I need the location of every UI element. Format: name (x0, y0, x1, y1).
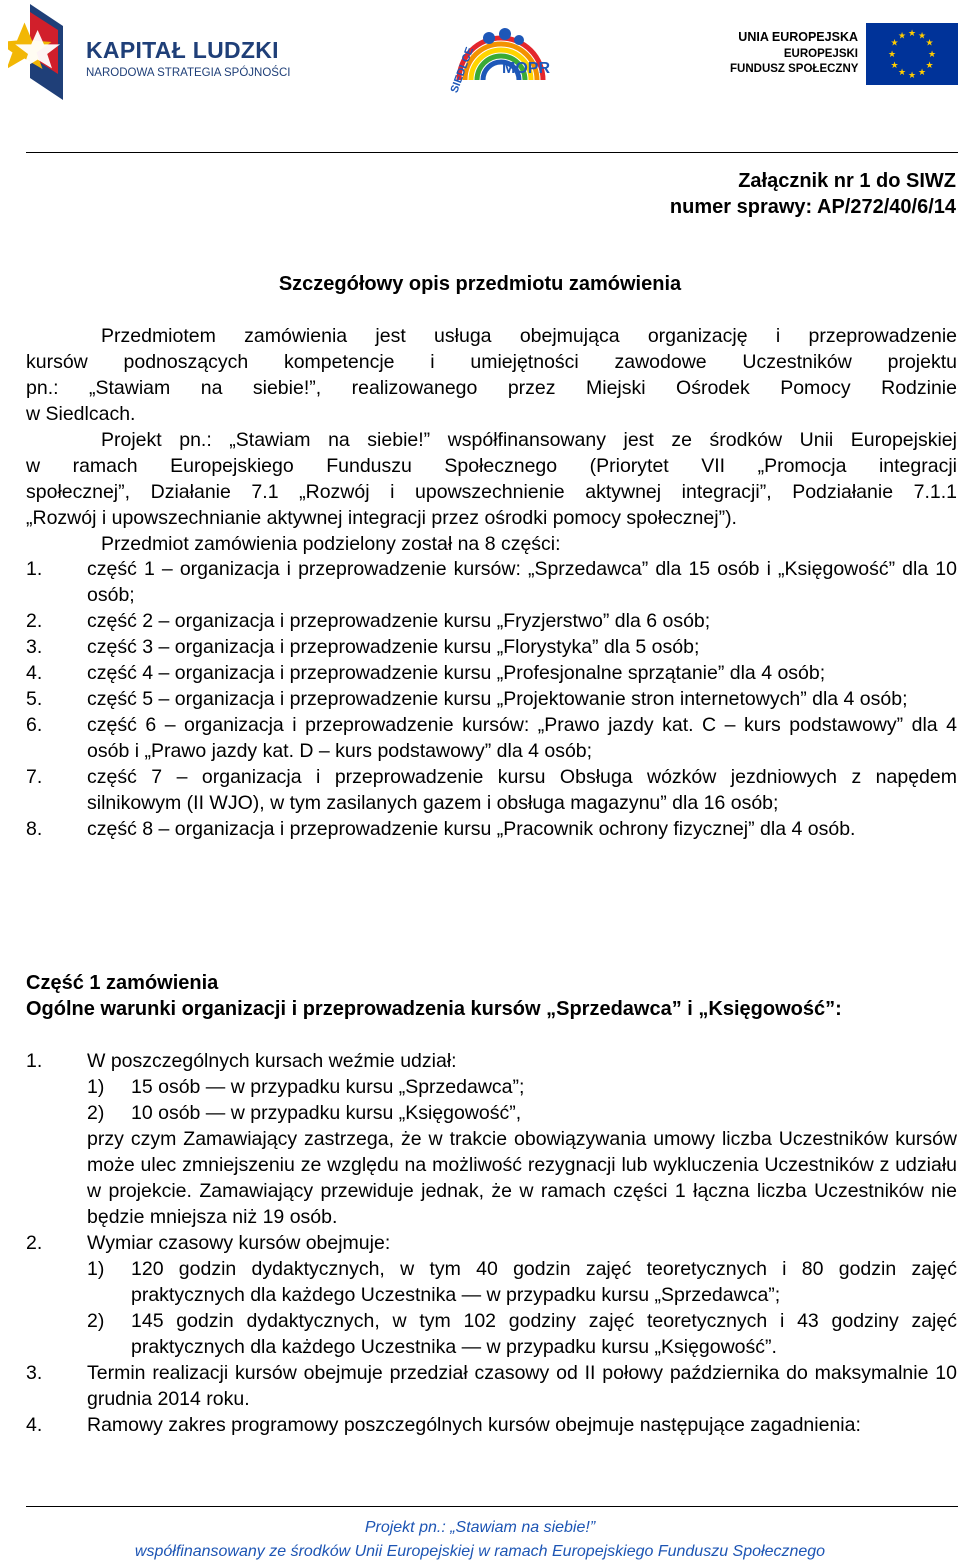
ue-efs-logo (722, 20, 958, 86)
item-number: 6. (26, 714, 43, 736)
item-number: 5. (26, 688, 43, 710)
sub-list-item (87, 1074, 957, 1100)
item-number: 1. (26, 1050, 43, 1072)
list-item (26, 556, 957, 608)
annex-label: Załącznik nr 1 do SIWZ (738, 170, 956, 192)
sub-item-number: 2) (87, 1102, 105, 1124)
item-continuation: przy czym Zamawiający zastrzega, że w trakcie obowiązywania umowy liczba Uczestników kursów może ulec zmniejszeniu ze względu na możliwość rezygnacji lub wykluczenia Uczestników z udziału w projekcie. Zamawiający przewiduje jednak, że w ramach części 1 łączna liczba Uczestników nie będzie mniejsza niż 19 osób. (87, 1128, 957, 1228)
sub-item-number: 2) (87, 1310, 105, 1332)
sub-list-item (87, 1308, 957, 1360)
item-text: część 4 – organizacja i przeprowadzenie kursu „Profesjonalne sprzątanie” dla 4 osób; (87, 662, 826, 684)
footer-divider (26, 1506, 958, 1507)
kapital-ludzki-star-logo (8, 4, 80, 100)
sub-list (87, 1074, 957, 1126)
list-item (26, 608, 957, 634)
item-number: 7. (26, 766, 43, 788)
item-text: Termin realizacji kursów obejmuje przedział czasowy od II połowy października do maksymalnie 10 grudnia 2014 roku. (87, 1362, 957, 1410)
list-item (26, 816, 957, 842)
svg-text:★: ★ (917, 31, 927, 42)
mopr-name-label: MOPR (502, 60, 550, 77)
list-item (26, 712, 957, 764)
kapital-ludzki-logo (8, 4, 293, 100)
item-text: część 8 – organizacja i przeprowadzenie kursu „Pracownik ochrony fizycznej” dla 4 osób. (87, 818, 856, 840)
intro-line: Projekt pn.: „Stawiam na siebie!” współfinansowany jest ze środków Unii Europejskiej (101, 429, 957, 451)
list-item (26, 1048, 957, 1230)
item-number: 3. (26, 636, 43, 658)
list-item (26, 634, 957, 660)
list-item (26, 1230, 957, 1360)
intro-line: pn.: „Stawiam na siebie!”, realizowanego przez Miejski Ośrodek Pomocy Rodzinie (26, 377, 957, 399)
case-number: numer sprawy: AP/272/40/6/14 (669, 196, 956, 218)
sub-item-number: 1) (87, 1076, 105, 1098)
item-number: 1. (26, 558, 43, 580)
eu-flag-icon (866, 23, 958, 85)
annex-info (670, 168, 956, 220)
mopr-city-label: SIEDLCE (448, 45, 477, 95)
parts-list (26, 556, 957, 842)
list-item (26, 764, 957, 816)
item-text: część 3 – organizacja i przeprowadzenie kursu „Florystyka” dla 5 osób; (87, 636, 700, 658)
footer-funding-line: współfinansowany ze środków Unii Europejskiej w ramach Europejskiego Funduszu Społecznego (134, 1543, 826, 1560)
page-footer (0, 1516, 960, 1564)
sub-list-item (87, 1100, 957, 1126)
svg-text:★: ★ (887, 50, 897, 60)
efs-label-line1: EUROPEJSKI (783, 48, 858, 60)
svg-text:★: ★ (917, 68, 927, 78)
item-text: Wymiar czasowy kursów obejmuje: (87, 1232, 391, 1254)
item-text: część 7 – organizacja i przeprowadzenie kursu Obsługa wózków jezdniowych z napędem silnikowym (II WJO), w tym zasilanych gazem i obsługa magazynu” dla 16 osób; (87, 766, 957, 814)
header-divider (26, 152, 958, 153)
part1-subheading: Ogólne warunki organizacji i przeprowadzenia kursów „Sprzedawca” i „Księgowość”: (26, 998, 842, 1020)
svg-text:★: ★ (897, 31, 907, 42)
list-item (26, 1360, 957, 1412)
item-text: W poszczególnych kursach weźmie udział: (87, 1050, 457, 1072)
svg-text:★: ★ (925, 61, 934, 71)
sub-list (87, 1256, 957, 1360)
sub-list-item (87, 1256, 957, 1308)
list-item (26, 1412, 957, 1438)
sub-item-text: 15 osób — w przypadku kursu „Sprzedawca”; (131, 1076, 525, 1098)
document-title: Szczegółowy opis przedmiotu zamówienia (278, 273, 682, 295)
item-number: 4. (26, 1414, 43, 1436)
svg-text:★: ★ (907, 29, 917, 39)
svg-text:★: ★ (927, 50, 937, 60)
kapital-ludzki-subtitle: NARODOWA STRATEGIA SPÓJNOŚCI (86, 67, 291, 79)
sub-item-text: 145 godzin dydaktycznych, w tym 102 godziny zajęć teoretycznych i 43 godziny zajęć praktycznych dla każdego Uczestnika — w przypadku kursu „Księgowość”. (131, 1310, 957, 1358)
item-text: część 5 – organizacja i przeprowadzenie kursu „Projektowanie stron internetowych” dla 4 osób; (87, 688, 908, 710)
ue-label: UNIA EUROPEJSKA (738, 30, 858, 44)
intro-line: w ramach Europejskiego Funduszu Społecznego (Priorytet VII „Promocja integracji (26, 455, 957, 477)
kapital-ludzki-title: KAPITAŁ LUDZKI (86, 37, 279, 63)
sub-item-number: 1) (87, 1258, 105, 1280)
part1-heading-block (26, 970, 957, 1022)
intro-line: kursów podnoszących kompetencje i umiejętności zawodowe Uczestników projektu (26, 351, 957, 373)
intro-line: „Rozwój i upowszechnianie aktywnej integracji przez ośrodki pomocy społecznej”). (26, 507, 737, 529)
efs-label-line2: FUNDUSZ SPOŁECZNY (730, 63, 859, 75)
item-text: część 1 – organizacja i przeprowadzenie kursów: „Sprzedawca” dla 15 osób i „Księgowość” dla 10 osób; (87, 558, 957, 606)
intro-section (26, 323, 957, 557)
svg-text:★: ★ (925, 38, 934, 49)
document-header (0, 0, 960, 110)
sub-item-text: 120 godzin dydaktycznych, w tym 40 godzin zajęć teoretycznych i 80 godzin zajęć praktycznych dla każdego Uczestnika — w przypadku kursu „Sprzedawca”; (131, 1258, 957, 1306)
part1-heading: Część 1 zamówienia (26, 972, 219, 994)
svg-text:★: ★ (907, 71, 917, 81)
intro-line: społecznej”, Działanie 7.1 „Rozwój i upowszechnienie aktywnej integracji”, Podziałanie 7.1.1 (26, 481, 957, 503)
intro-line: Przedmiotem zamówienia jest usługa obejmująca organizację i przeprowadzenie (101, 325, 957, 347)
svg-text:★: ★ (890, 38, 899, 49)
item-number: 2. (26, 1232, 43, 1254)
footer-project-line: Projekt pn.: „Stawiam na siebie!” (364, 1519, 596, 1536)
item-text: Ramowy zakres programowy poszczególnych kursów obejmuje następujące zagadnienia: (87, 1414, 861, 1436)
item-number: 4. (26, 662, 43, 684)
item-number: 8. (26, 818, 43, 840)
svg-text:★: ★ (890, 61, 899, 71)
svg-text:★: ★ (897, 68, 907, 78)
intro-parts-lead: Przedmiot zamówienia podzielony został na 8 części: (101, 533, 561, 555)
item-text: część 2 – organizacja i przeprowadzenie kursu „Fryzjerstwo” dla 6 osób; (87, 610, 711, 632)
intro-line: w Siedlcach. (26, 403, 136, 425)
item-number: 3. (26, 1362, 43, 1384)
item-text: część 6 – organizacja i przeprowadzenie kursów: „Prawo jazdy kat. C – kurs podstawowy” dla 4 osób i „Prawo jazdy kat. D – kurs podstawowy” dla 4 osób; (87, 714, 957, 762)
conditions-list (26, 1048, 957, 1438)
sub-item-text: 10 osób — w przypadku kursu „Księgowość”, (131, 1102, 522, 1124)
list-item (26, 686, 957, 712)
list-item (26, 660, 957, 686)
item-number: 2. (26, 610, 43, 632)
